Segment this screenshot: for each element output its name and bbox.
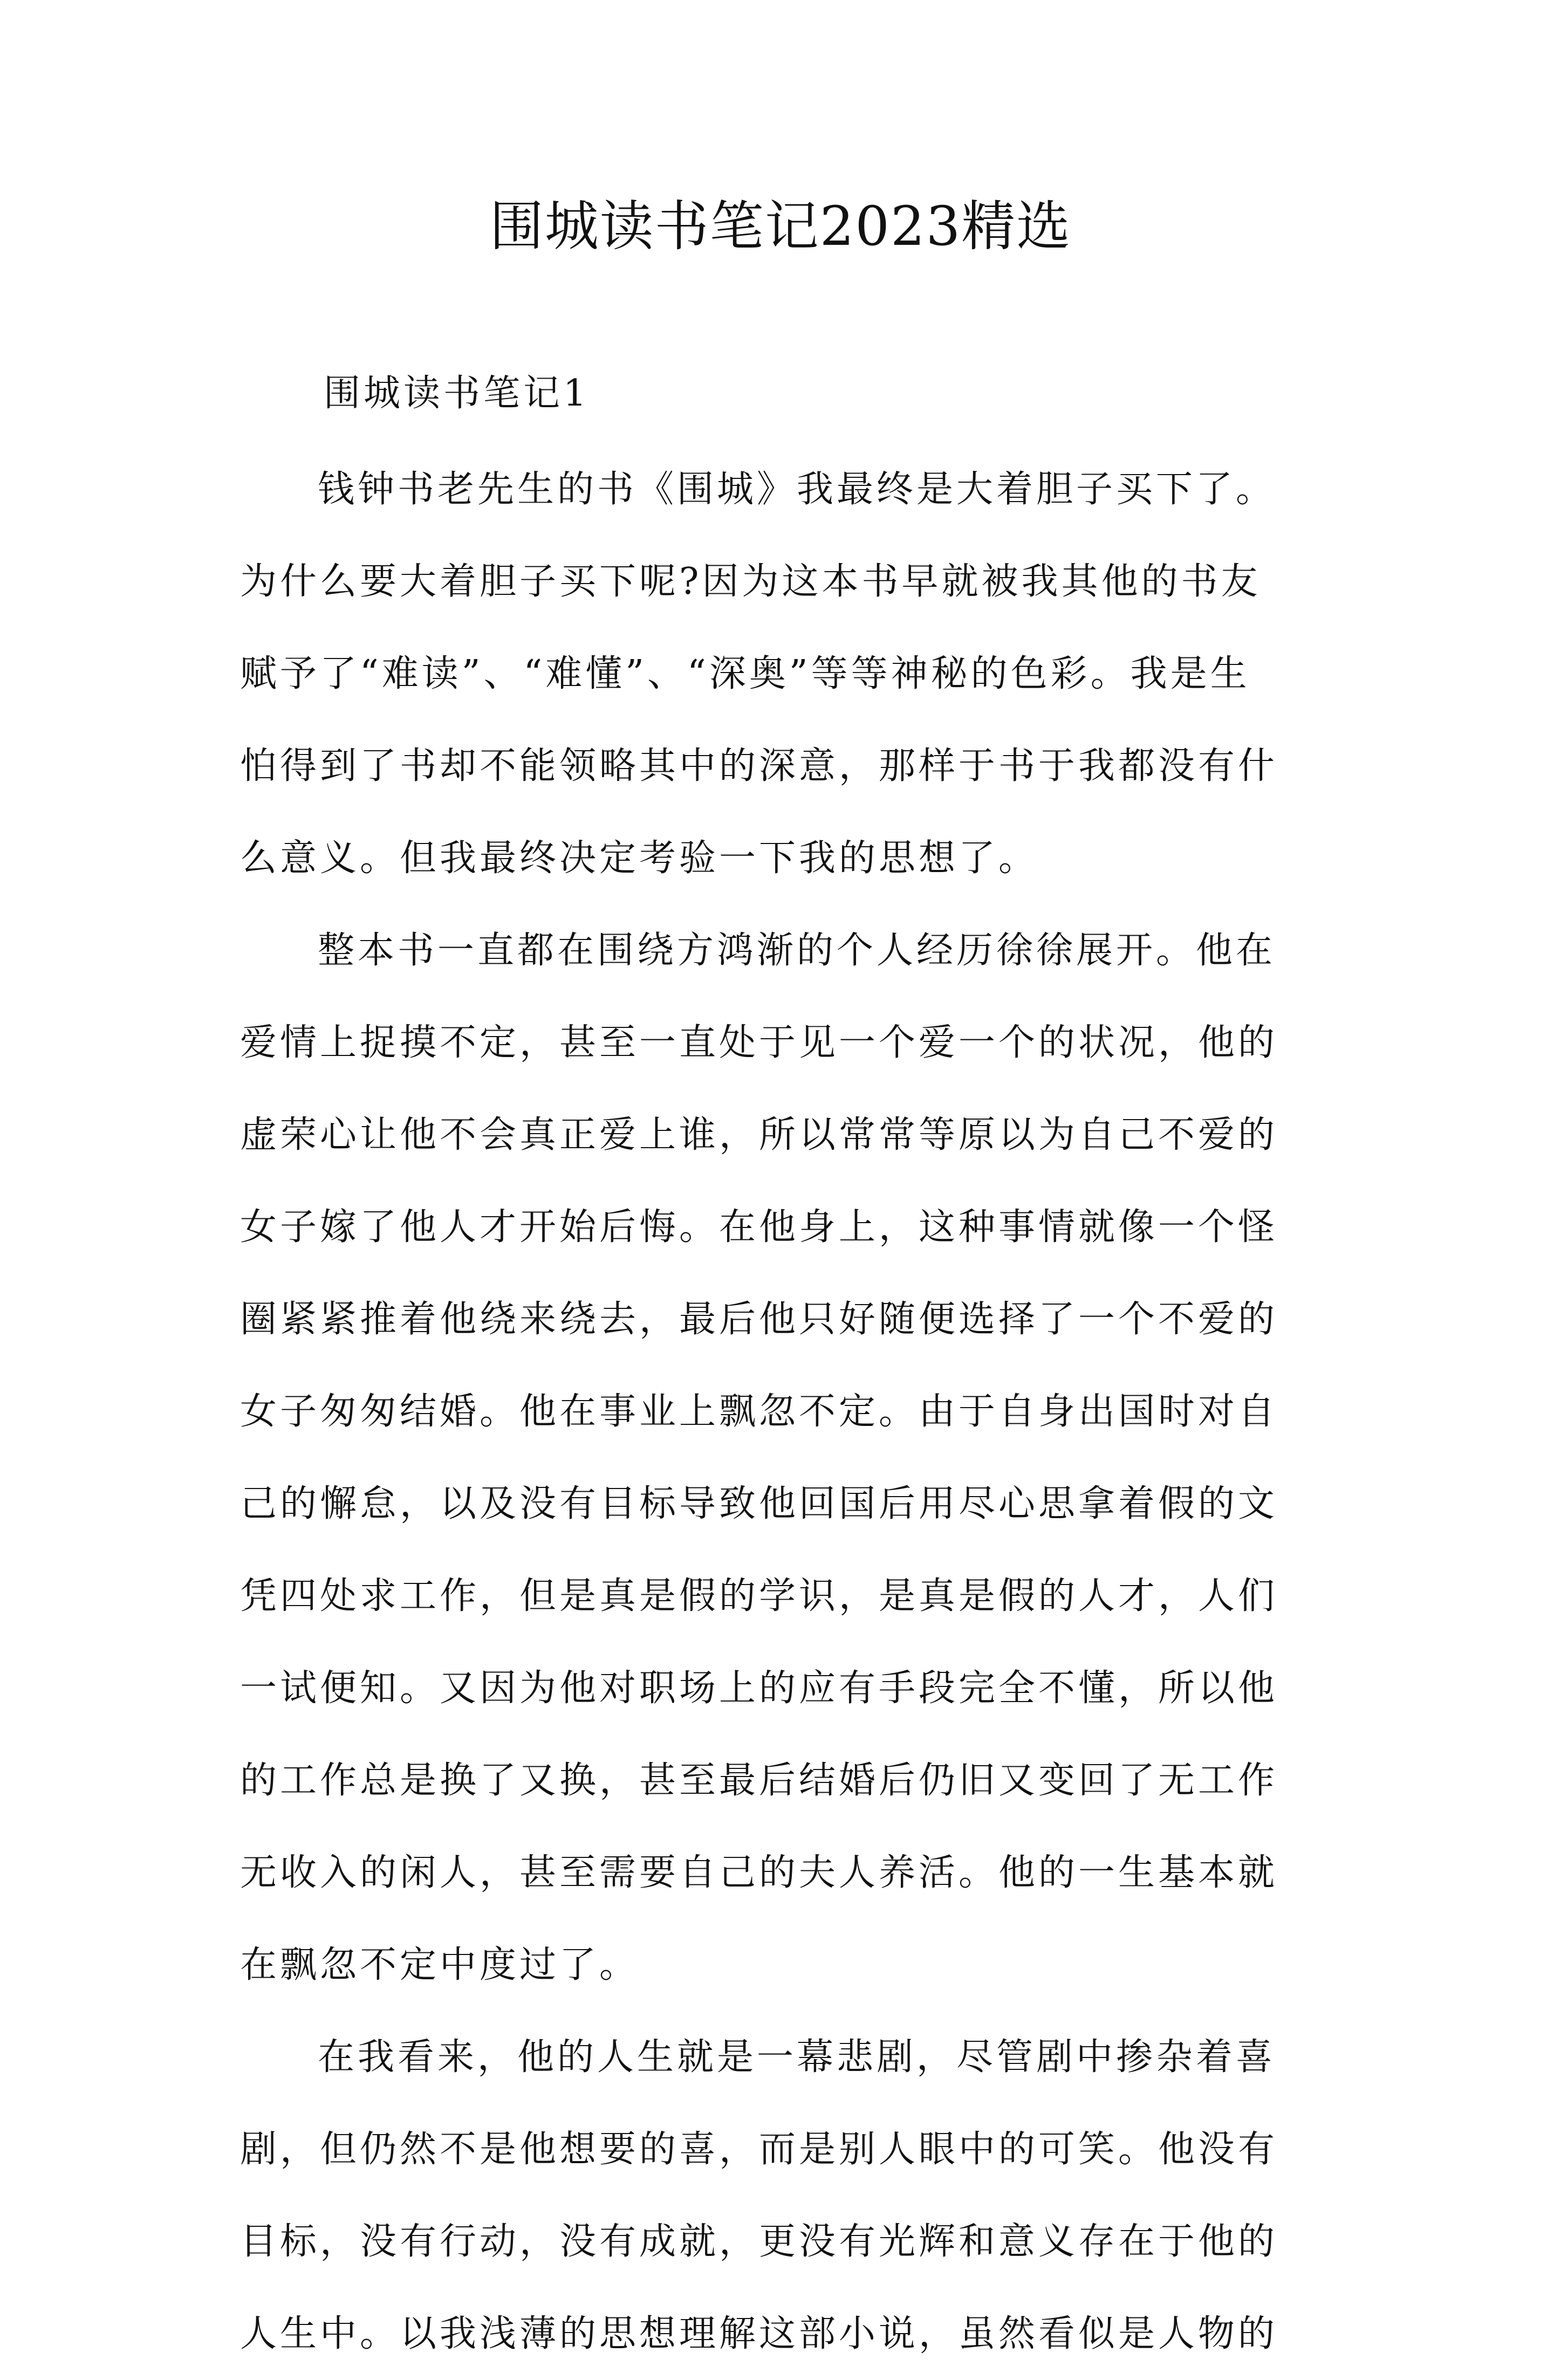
section-heading: 围城读书笔记1 <box>324 372 590 415</box>
document-title: 围城读书笔记2023精选 <box>489 195 1072 258</box>
paragraph-line: 目标，没有行动，没有成就，更没有光辉和意义存在于他的 <box>240 2220 1278 2263</box>
paragraph-line: 凭四处求工作，但是真是假的学识，是真是假的人才，人们 <box>240 1575 1278 1617</box>
paragraph-line: 为什么要大着胆子买下呢?因为这本书早就被我其他的书友 <box>240 560 1261 603</box>
paragraph-line: 钱钟书老先生的书《围城》我最终是大着胆子买下了。 <box>318 468 1276 511</box>
paragraph-line: 怕得到了书却不能领略其中的深意，那样于书于我都没有什 <box>240 745 1278 787</box>
paragraph-line: 女子匆匆结婚。他在事业上飘忽不定。由于自身出国时对自 <box>240 1390 1278 1433</box>
paragraph-line: 无收入的闲人，甚至需要自己的夫人养活。他的一生基本就 <box>240 1851 1278 1894</box>
paragraph-line: 赋予了“难读”、“难懂”、“深奥”等等神秘的色彩。我是生 <box>240 653 1250 695</box>
paragraph-line: 人生中。以我浅薄的思想理解这部小说，虽然看似是人物的 <box>240 2313 1278 2355</box>
paragraph-line: 一试便知。又因为他对职场上的应有手段完全不懂，所以他 <box>240 1667 1278 1710</box>
paragraph-line: 么意义。但我最终决定考验一下我的思想了。 <box>240 837 1039 880</box>
document-body <box>240 443 1335 2380</box>
paragraph-line: 虚荣心让他不会真正爱上谁，所以常常等原以为自己不爱的 <box>240 1114 1278 1156</box>
paragraph-2 <box>240 904 1335 2011</box>
paragraph-line: 己的懈怠，以及没有目标导致他回国后用尽心思拿着假的文 <box>240 1483 1278 1525</box>
paragraph-line: 整本书一直都在围绕方鸿渐的个人经历徐徐展开。他在 <box>318 929 1276 972</box>
paragraph-3 <box>240 2011 1335 2380</box>
paragraph-1 <box>240 443 1335 904</box>
paragraph-line: 爱情上捉摸不定，甚至一直处于见一个爱一个的状况，他的 <box>240 1021 1278 1064</box>
paragraph-line: 女子嫁了他人才开始后悔。在他身上，这种事情就像一个怪 <box>240 1206 1278 1249</box>
paragraph-line: 在飘忽不定中度过了。 <box>240 1944 640 1986</box>
paragraph-line: 在我看来，他的人生就是一幕悲剧，尽管剧中掺杂着喜 <box>318 2036 1276 2079</box>
paragraph-line: 剧，但仍然不是他想要的喜，而是别人眼中的可笑。他没有 <box>240 2128 1278 2171</box>
paragraph-line: 的工作总是换了又换，甚至最后结婚后仍旧又变回了无工作 <box>240 1759 1278 1802</box>
paragraph-line: 圈紧紧推着他绕来绕去，最后他只好随便选择了一个不爱的 <box>240 1298 1278 1341</box>
